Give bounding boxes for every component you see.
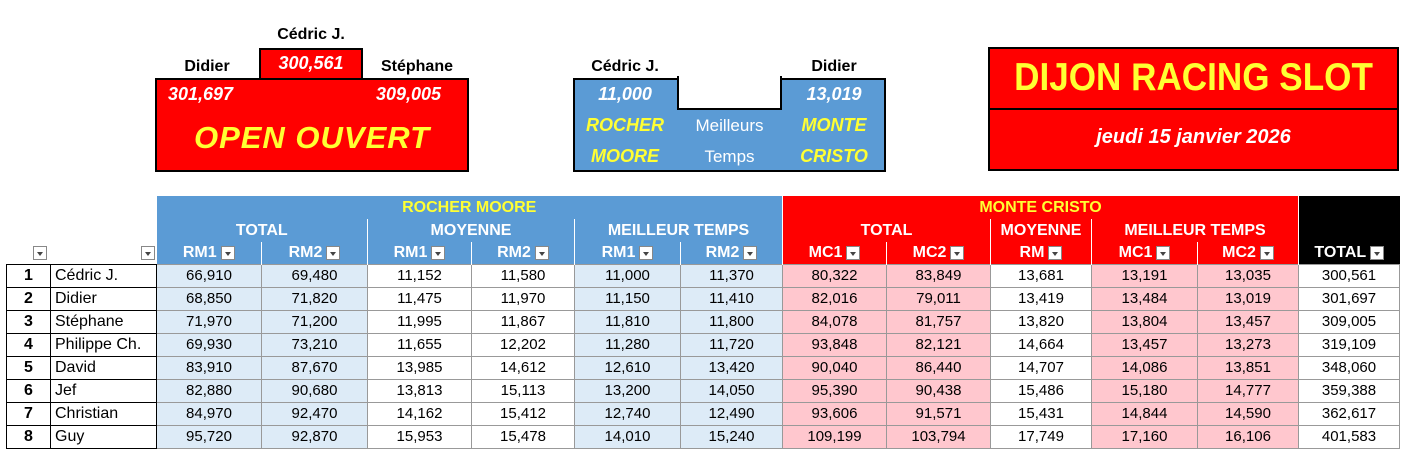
value-cell: 11,152 [368, 264, 472, 287]
value-cell: 80,322 [783, 264, 887, 287]
filter-name[interactable] [51, 242, 157, 264]
podium-second-name: Didier [184, 58, 230, 75]
dropdown-icon[interactable] [141, 246, 155, 260]
value-cell: 83,849 [887, 264, 991, 287]
best-left-track-line1: ROCHER [585, 115, 664, 135]
col-header[interactable]: RM1 [575, 242, 681, 264]
value-cell: 90,438 [887, 379, 991, 402]
value-cell: 11,370 [681, 264, 783, 287]
value-cell: 13,804 [1092, 310, 1198, 333]
pilot-name-cell: Philippe Ch. [51, 333, 157, 356]
col-header[interactable]: RM2 [681, 242, 783, 264]
value-cell: 13,484 [1092, 287, 1198, 310]
group-rm-moyenne: MOYENNE [368, 219, 575, 242]
rank-cell: 2 [7, 287, 51, 310]
value-cell: 82,880 [157, 379, 262, 402]
value-cell: 13,813 [368, 379, 472, 402]
value-cell: 11,970 [472, 287, 575, 310]
value-cell: 11,810 [575, 310, 681, 333]
value-cell: 91,571 [887, 402, 991, 425]
total-header-top [1299, 196, 1400, 219]
value-cell: 95,720 [157, 425, 262, 448]
value-cell: 71,820 [262, 287, 368, 310]
dropdown-icon[interactable] [950, 246, 964, 260]
dropdown-icon[interactable] [846, 246, 860, 260]
value-cell: 68,850 [157, 287, 262, 310]
group-rm-best: MEILLEUR TEMPS [575, 219, 783, 242]
rank-cell: 3 [7, 310, 51, 333]
dropdown-icon[interactable] [326, 246, 340, 260]
value-cell: 71,200 [262, 310, 368, 333]
section-monte-cristo: MONTE CRISTO [783, 196, 1299, 219]
value-cell: 11,280 [575, 333, 681, 356]
dropdown-icon[interactable] [1370, 246, 1384, 260]
table-row [7, 425, 1400, 448]
value-cell: 359,388 [1299, 379, 1400, 402]
value-cell: 12,740 [575, 402, 681, 425]
col-header[interactable]: RM2 [262, 242, 368, 264]
value-cell: 15,113 [472, 379, 575, 402]
value-cell: 13,420 [681, 356, 783, 379]
col-header[interactable]: RM [991, 242, 1092, 264]
value-cell: 14,010 [575, 425, 681, 448]
club-title: DIJON RACING SLOT [1014, 56, 1373, 99]
value-cell: 84,970 [157, 402, 262, 425]
value-cell: 13,457 [1092, 333, 1198, 356]
value-cell: 15,412 [472, 402, 575, 425]
value-cell: 17,749 [991, 425, 1092, 448]
value-cell: 11,410 [681, 287, 783, 310]
value-cell: 87,670 [262, 356, 368, 379]
table-row [7, 356, 1400, 379]
pilot-name-cell: Guy [51, 425, 157, 448]
value-cell: 13,457 [1198, 310, 1299, 333]
open-ouvert-label: OPEN OUVERT [193, 120, 431, 155]
value-cell: 11,720 [681, 333, 783, 356]
col-header[interactable]: MC1 [1092, 242, 1198, 264]
value-cell: 362,617 [1299, 402, 1400, 425]
value-cell: 93,606 [783, 402, 887, 425]
col-header[interactable]: MC1 [783, 242, 887, 264]
value-cell: 14,777 [1198, 379, 1299, 402]
col-header[interactable]: RM1 [368, 242, 472, 264]
group-mc-best: MEILLEUR TEMPS [1092, 219, 1299, 242]
pilot-name-cell: Didier [51, 287, 157, 310]
value-cell: 348,060 [1299, 356, 1400, 379]
value-cell: 69,480 [262, 264, 368, 287]
value-cell: 90,680 [262, 379, 368, 402]
value-cell: 92,870 [262, 425, 368, 448]
event-date: jeudi 15 janvier 2026 [1096, 126, 1291, 148]
table-row [7, 333, 1400, 356]
value-cell: 13,820 [991, 310, 1092, 333]
best-middle-line1: Meilleurs [695, 116, 764, 135]
value-cell: 11,150 [575, 287, 681, 310]
dropdown-icon[interactable] [1156, 246, 1170, 260]
value-cell: 92,470 [262, 402, 368, 425]
value-cell: 11,000 [575, 264, 681, 287]
group-rm-total: TOTAL [157, 219, 368, 242]
value-cell: 15,180 [1092, 379, 1198, 402]
value-cell: 14,612 [472, 356, 575, 379]
value-cell: 13,035 [1198, 264, 1299, 287]
value-cell: 90,040 [783, 356, 887, 379]
group-mc-total: TOTAL [783, 219, 991, 242]
table-row [7, 379, 1400, 402]
col-header[interactable]: RM1 [157, 242, 262, 264]
rank-cell: 4 [7, 333, 51, 356]
title-divider [988, 108, 1399, 110]
value-cell: 84,078 [783, 310, 887, 333]
value-cell: 82,016 [783, 287, 887, 310]
value-cell: 300,561 [1299, 264, 1400, 287]
value-cell: 93,848 [783, 333, 887, 356]
dropdown-icon[interactable] [639, 246, 653, 260]
best-left-time: 11,000 [598, 84, 652, 104]
value-cell: 66,910 [157, 264, 262, 287]
value-cell: 69,930 [157, 333, 262, 356]
rank-cell: 8 [7, 425, 51, 448]
value-cell: 11,800 [681, 310, 783, 333]
value-cell: 95,390 [783, 379, 887, 402]
value-cell: 13,200 [575, 379, 681, 402]
pilot-name-cell: David [51, 356, 157, 379]
value-cell: 81,757 [887, 310, 991, 333]
value-cell: 15,431 [991, 402, 1092, 425]
dropdown-icon[interactable] [1048, 246, 1062, 260]
podium-first-time: 300,561 [278, 53, 344, 73]
value-cell: 12,202 [472, 333, 575, 356]
rank-cell: 6 [7, 379, 51, 402]
col-header[interactable]: MC2 [887, 242, 991, 264]
value-cell: 11,580 [472, 264, 575, 287]
dropdown-icon[interactable] [33, 246, 47, 260]
value-cell: 16,106 [1198, 425, 1299, 448]
dropdown-icon[interactable] [431, 246, 445, 260]
rank-cell: 5 [7, 356, 51, 379]
best-left-track-line2: MOORE [590, 146, 659, 166]
value-cell: 103,794 [887, 425, 991, 448]
value-cell: 14,590 [1198, 402, 1299, 425]
value-cell: 15,478 [472, 425, 575, 448]
value-cell: 11,867 [472, 310, 575, 333]
best-right-name: Didier [811, 58, 857, 75]
best-right-time: 13,019 [806, 84, 862, 104]
best-right-track-line2: CRISTO [800, 146, 868, 166]
value-cell: 15,240 [681, 425, 783, 448]
pilot-name-cell: Stéphane [51, 310, 157, 333]
pilot-name-cell: Christian [51, 402, 157, 425]
best-left-name: Cédric J. [591, 58, 659, 75]
results-table [6, 196, 1400, 449]
table-row [7, 264, 1400, 287]
table-row [7, 287, 1400, 310]
value-cell: 319,109 [1299, 333, 1400, 356]
pilot-name-cell: Jef [51, 379, 157, 402]
section-rocher-moore: ROCHER MOORE [157, 196, 783, 219]
pilot-name-cell: Cédric J. [51, 264, 157, 287]
value-cell: 401,583 [1299, 425, 1400, 448]
value-cell: 83,910 [157, 356, 262, 379]
table-body [7, 264, 1400, 448]
value-cell: 15,486 [991, 379, 1092, 402]
rank-cell: 7 [7, 402, 51, 425]
dropdown-icon[interactable] [743, 246, 757, 260]
podium-first-name: Cédric J. [277, 26, 345, 43]
value-cell: 13,985 [368, 356, 472, 379]
value-cell: 11,655 [368, 333, 472, 356]
value-cell: 13,851 [1198, 356, 1299, 379]
value-cell: 14,086 [1092, 356, 1198, 379]
value-cell: 109,199 [783, 425, 887, 448]
value-cell: 11,995 [368, 310, 472, 333]
value-cell: 14,162 [368, 402, 472, 425]
podium-second-time: 301,697 [168, 84, 234, 104]
value-cell: 14,050 [681, 379, 783, 402]
table-row [7, 402, 1400, 425]
value-cell: 79,011 [887, 287, 991, 310]
col-header-total[interactable]: TOTAL [1299, 242, 1400, 264]
value-cell: 13,681 [991, 264, 1092, 287]
value-cell: 71,970 [157, 310, 262, 333]
value-cell: 13,191 [1092, 264, 1198, 287]
value-cell: 17,160 [1092, 425, 1198, 448]
value-cell: 301,697 [1299, 287, 1400, 310]
value-cell: 13,419 [991, 287, 1092, 310]
dropdown-icon[interactable] [535, 246, 549, 260]
podium-third-time: 309,005 [376, 84, 442, 104]
value-cell: 14,707 [991, 356, 1092, 379]
value-cell: 12,490 [681, 402, 783, 425]
best-middle-line2: Temps [704, 147, 755, 166]
value-cell: 86,440 [887, 356, 991, 379]
dropdown-icon[interactable] [221, 246, 235, 260]
value-cell: 73,210 [262, 333, 368, 356]
value-cell: 309,005 [1299, 310, 1400, 333]
value-cell: 13,273 [1198, 333, 1299, 356]
podium-best-gap [677, 76, 782, 110]
value-cell: 14,844 [1092, 402, 1198, 425]
value-cell: 15,953 [368, 425, 472, 448]
group-mc-moyenne: MOYENNE [991, 219, 1092, 242]
dropdown-icon[interactable] [1260, 246, 1274, 260]
value-cell: 13,019 [1198, 287, 1299, 310]
filter-rank[interactable] [7, 242, 51, 264]
col-header[interactable]: RM2 [472, 242, 575, 264]
value-cell: 14,664 [991, 333, 1092, 356]
value-cell: 12,610 [575, 356, 681, 379]
value-cell: 11,475 [368, 287, 472, 310]
best-right-track-line1: MONTE [801, 115, 867, 135]
rank-cell: 1 [7, 264, 51, 287]
col-header[interactable]: MC2 [1198, 242, 1299, 264]
value-cell: 82,121 [887, 333, 991, 356]
podium-third-name: Stéphane [380, 58, 453, 75]
table-row [7, 310, 1400, 333]
